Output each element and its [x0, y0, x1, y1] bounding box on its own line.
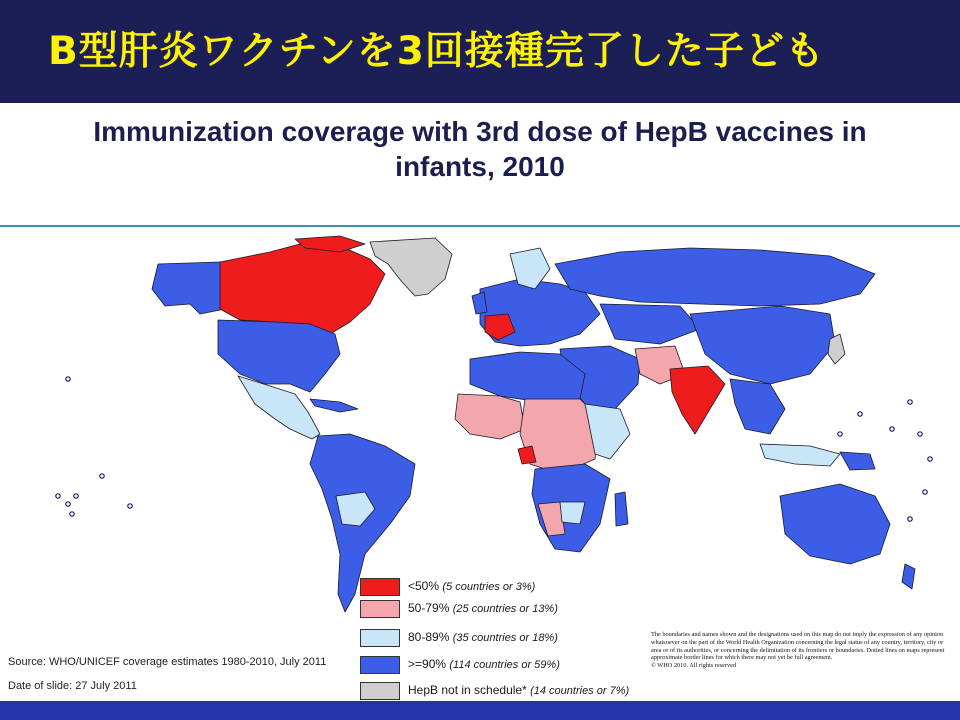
footer-bar — [0, 701, 960, 720]
legend-note: (114 countries or 59%) — [449, 659, 560, 671]
region-new-zealand — [902, 564, 915, 589]
map-title — [0, 114, 960, 184]
region-australia — [780, 484, 890, 564]
legend-swatch — [360, 578, 400, 596]
region-west-africa — [455, 394, 525, 439]
legend-label: HepB not in schedule* — [408, 683, 527, 697]
divider — [0, 225, 960, 227]
region-canada — [220, 244, 385, 334]
legend-label: 50-79% — [408, 601, 450, 615]
legend-swatch — [360, 629, 400, 647]
region-indonesia — [760, 444, 840, 466]
header-bar — [0, 0, 960, 103]
legend-label: <50% — [408, 579, 440, 593]
region-caribbean — [310, 399, 358, 412]
copyright: © WHO 2010. All rights reserved — [651, 662, 737, 670]
map-title-line-1: Immunization coverage with 3rd dose of HepB vaccines in — [93, 116, 867, 147]
region-india — [670, 366, 725, 434]
region-png — [840, 452, 875, 470]
source-note: Source: WHO/UNICEF coverage estimates 1980-2010, July 2011 — [8, 656, 327, 668]
disclaimer-text: The boundaries and names shown and the designations used on this map do not imply the expression of any opinion whatsoever on the part of the World Health Organization concerning the legal status of any country, territory, city or area or of its authorities, or concerning the delimitation of its frontiers or boundaries. Dotted lines on maps represent approximate border lines for which there may not yet be full agreement. — [651, 631, 945, 662]
legend-swatch — [360, 682, 400, 700]
region-southeast-asia — [730, 379, 785, 434]
region-russia — [555, 248, 875, 306]
region-madagascar — [615, 492, 628, 526]
slide-title: B型肝炎ワクチンを3回接種完了した子ども — [48, 29, 825, 74]
disclaimer — [651, 631, 951, 670]
region-usa — [218, 320, 340, 392]
legend-note: (35 countries or 18%) — [452, 632, 558, 644]
date-note: Date of slide: 27 July 2011 — [8, 680, 137, 692]
region-alaska — [152, 262, 225, 314]
legend-note: (5 countries or 3%) — [442, 581, 536, 593]
map-title-line-2: infants, 2010 — [395, 151, 565, 182]
legend-note: (25 countries or 13%) — [452, 603, 558, 615]
region-uk — [472, 292, 487, 314]
region-central-asia — [600, 304, 700, 344]
legend-note: (14 countries or 7%) — [530, 685, 630, 697]
legend-swatch — [360, 600, 400, 618]
legend-label: >=90% — [408, 657, 447, 671]
region-greenland — [370, 238, 452, 296]
region-japan — [828, 334, 845, 364]
legend-label: 80-89% — [408, 630, 450, 644]
legend-swatch — [360, 656, 400, 674]
